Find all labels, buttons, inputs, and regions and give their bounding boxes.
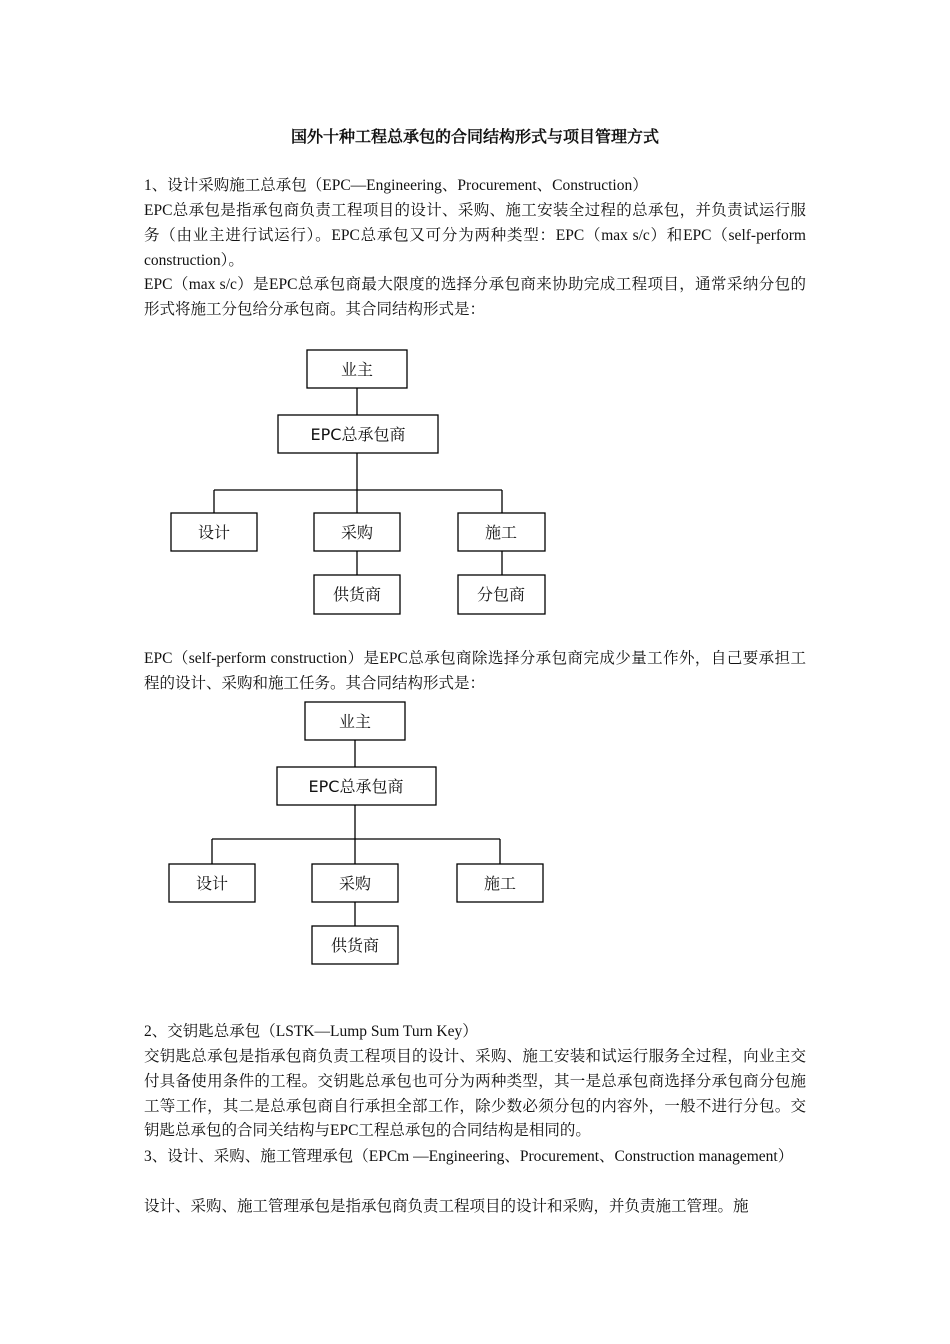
procurement-box bbox=[314, 513, 400, 551]
construction-label: 施工 bbox=[484, 523, 518, 542]
section3-heading: 3、设计、采购、施工管理承包（EPCm —Engineering、Procurement、Construction management） bbox=[144, 1148, 794, 1165]
epc-contractor-label: EPC总承包商 bbox=[310, 425, 406, 444]
subcontractor-label: 分包商 bbox=[476, 585, 526, 604]
procurement-label: 采购 bbox=[338, 874, 372, 893]
procurement-box bbox=[312, 864, 398, 902]
supplier-box bbox=[314, 575, 400, 614]
owner-label: 业主 bbox=[338, 712, 372, 731]
design-box bbox=[171, 513, 257, 551]
owner-label: 业主 bbox=[340, 360, 374, 379]
section1-heading: 1、设计采购施工总承包（EPC—Engineering、Procurement、Construction） bbox=[144, 177, 648, 194]
design-box bbox=[169, 864, 255, 902]
epc-contractor-box bbox=[277, 767, 436, 805]
epc-self-perform-structure-diagram bbox=[0, 695, 950, 975]
construction-box bbox=[458, 513, 545, 551]
supplier-label: 供货商 bbox=[330, 936, 380, 955]
document-title: 国外十种工程总承包的合同结构形式与项目管理方式 bbox=[290, 129, 659, 146]
section1-paragraph-2: EPC（max s/c）是EPC总承包商最大限度的选择分承包商来协助完成工程项目，通常采纳分包的形式将施工分包给分承包商。其合同结构形式是： bbox=[144, 276, 806, 318]
design-label: 设计 bbox=[195, 874, 229, 893]
construction-box bbox=[457, 864, 543, 902]
subcontractor-box bbox=[458, 575, 545, 614]
section2-paragraph-1: 交钥匙总承包是指承包商负责工程项目的设计、采购、施工安装和试运行服务全过程，向业主交付具备使用条件的工程。交钥匙总承包也可分为两种类型，其一是总承包商选择分承包商分包施工等工作，其二是总承包商自行承担全部工作，除少数必须分包的内容外，一般不进行分包。交钥匙总承包的合同关结构与EPC工程总承包的合同结构是相同的。 bbox=[144, 1048, 806, 1140]
supplier-box bbox=[312, 926, 398, 964]
design-label: 设计 bbox=[197, 523, 231, 542]
owner-box bbox=[307, 350, 407, 388]
owner-box bbox=[305, 702, 405, 740]
procurement-label: 采购 bbox=[340, 523, 374, 542]
construction-label: 施工 bbox=[483, 874, 517, 893]
section3-paragraph-1: 设计、采购、施工管理承包是指承包商负责工程项目的设计和采购，并负责施工管理。施 bbox=[144, 1198, 749, 1215]
epc-contractor-box bbox=[278, 415, 438, 453]
section1-paragraph-1: EPC总承包是指承包商负责工程项目的设计、采购、施工安装全过程的总承包，并负责试运行服务（由业主进行试运行）。EPC总承包又可分为两种类型：EPC（max s/c）和EPC（self-perform construction）。 bbox=[144, 202, 806, 269]
section1-paragraph-3: EPC（self-perform construction）是EPC总承包商除选择分承包商完成少量工作外，自己要承担工程的设计、采购和施工任务。其合同结构形式是： bbox=[144, 650, 806, 692]
section2-heading: 2、交钥匙总承包（LSTK—Lump Sum Turn Key） bbox=[144, 1023, 478, 1040]
epc-contractor-label: EPC总承包商 bbox=[308, 777, 404, 796]
epc-max-sc-structure-diagram bbox=[0, 340, 950, 630]
supplier-label: 供货商 bbox=[332, 585, 382, 604]
